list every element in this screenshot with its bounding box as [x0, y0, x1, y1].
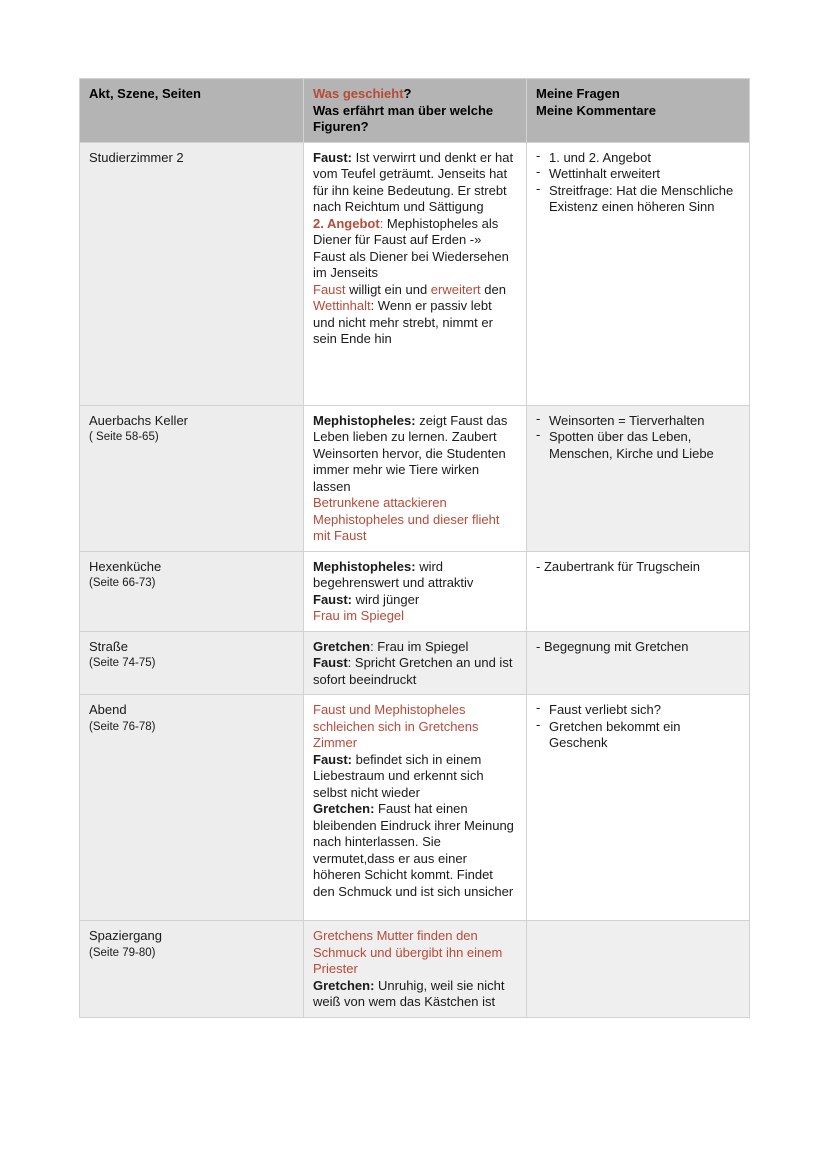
scene-pages: (Seite 66-73)	[89, 577, 156, 589]
note-item	[536, 716, 740, 752]
notes-list	[536, 410, 740, 463]
header-meine-fragen	[527, 79, 750, 143]
text-run: Betrunkene attackieren Mephistopheles und dieser flieht mit Faust	[313, 495, 500, 543]
note-item: - Begegnung mit Gretchen	[536, 638, 689, 654]
notes-cell	[527, 695, 750, 921]
content-cell	[304, 695, 527, 921]
notes-cell	[527, 921, 750, 1018]
note-text: Gretchen bekommt ein Geschenk	[549, 718, 681, 750]
content-cell	[304, 921, 527, 1018]
header-col2-line1	[313, 86, 517, 103]
text-run: Faust:	[313, 591, 352, 607]
note-text: Faust verliebt sich?	[549, 702, 661, 717]
table-row	[80, 551, 750, 631]
header-col3-line2: Meine Kommentare	[536, 102, 656, 118]
dash-bullet: -	[536, 427, 541, 442]
paragraph	[313, 655, 517, 688]
note-text: Weinsorten = Tierverhalten	[549, 412, 705, 428]
text-run: erweitert	[430, 281, 481, 297]
text-run: Gretchen:	[313, 801, 375, 816]
text-run: Faust	[313, 281, 346, 297]
note-item	[536, 429, 740, 462]
content-cell	[304, 142, 527, 405]
paragraph	[313, 978, 517, 1011]
text-run: Faust:	[313, 751, 352, 767]
note-item	[536, 702, 740, 719]
content-cell	[304, 551, 527, 631]
dash-bullet: -	[536, 410, 541, 426]
text-run: zeigt Faust das Leben lieben zu lernen. Zaubert Weinsorten hervor, die Studenten immer mehr wie Tiere wirken lassen	[313, 412, 508, 494]
text-run: : Frau im Spiegel	[370, 638, 469, 654]
content-text	[313, 702, 517, 900]
header-col3-line1: Meine Fragen	[536, 86, 620, 101]
note-text: 1. und 2. Angebot	[549, 149, 651, 165]
notes-cell	[527, 142, 750, 405]
text-run: : Spricht Gretchen an und ist sofort beeindruckt	[313, 655, 513, 687]
text-run: Wettinhalt	[313, 298, 371, 313]
notes-list	[536, 559, 740, 576]
paragraph	[313, 150, 517, 216]
header-akt-szene-seiten	[80, 79, 304, 143]
table-header-row	[80, 79, 750, 143]
paragraph	[313, 639, 517, 656]
content-text	[313, 639, 517, 689]
table-row	[80, 405, 750, 551]
text-run: befindet sich in einem Liebestraum und erkennt sich selbst nicht wieder	[313, 751, 484, 800]
scene-cell	[80, 405, 304, 551]
content-cell	[304, 631, 527, 695]
text-run: Gretchens Mutter finden den Schmuck und übergibt ihn einem Priester	[313, 928, 503, 976]
notes-list	[536, 639, 740, 656]
text-run: 2. Angebot	[313, 215, 380, 231]
note-item	[536, 180, 740, 216]
content-text	[313, 559, 517, 625]
header-col2-question-mark: ?	[403, 86, 412, 101]
text-run: Faust und Mephistopheles schleichen sich in Gretchens Zimmer	[313, 702, 479, 750]
scene-cell	[80, 631, 304, 695]
scene-pages: ( Seite 58-65)	[89, 431, 159, 443]
table-row	[80, 695, 750, 921]
text-run: wird begehrenswert und attraktiv	[313, 558, 474, 590]
scene-cell	[80, 142, 304, 405]
paragraph	[313, 752, 517, 802]
dash-bullet: -	[536, 180, 541, 196]
text-run: wird jünger	[352, 591, 420, 607]
notes-list	[536, 147, 740, 216]
notes-cell	[527, 631, 750, 695]
paragraph	[313, 559, 517, 592]
paragraph	[313, 592, 517, 609]
dash-bullet: -	[536, 147, 541, 163]
header-col2-line2: Was erfährt man über welche Figuren?	[313, 102, 494, 134]
faust-notes-table	[79, 78, 750, 1018]
text-run: Mephistopheles:	[313, 558, 416, 574]
scene-pages: (Seite 76-78)	[89, 720, 156, 733]
dash-bullet: -	[536, 700, 541, 715]
scene-title: Spaziergang	[89, 928, 162, 943]
text-run: den	[480, 281, 506, 297]
scene-cell	[80, 551, 304, 631]
note-text: Wettinhalt erweitert	[549, 166, 661, 181]
note-item	[536, 166, 740, 183]
notes-list	[536, 702, 740, 752]
dash-bullet: -	[536, 716, 541, 732]
text-run: : Wenn er passiv lebt und nicht mehr strebt, nimmt er sein Ende hin	[313, 298, 493, 346]
text-run: Faust hat einen bleibenden Eindruck ihrer Meinung nach hinterlassen. Sie vermutet,dass er aus einer höheren Schicht kommt. Findet den Schmuck und ist sich unsicher	[313, 801, 514, 899]
paragraph	[313, 801, 517, 900]
scene-pages: (Seite 79-80)	[89, 946, 156, 959]
text-run: Frau im Spiegel	[313, 608, 405, 623]
header-col2-red-text: Was geschieht	[313, 86, 404, 101]
note-item	[536, 147, 740, 167]
content-text	[313, 413, 517, 545]
text-run: :	[379, 215, 387, 231]
scene-title: Studierzimmer 2	[89, 149, 184, 165]
text-run: Mephistopheles als Diener für Faust auf Erden -» Faust als Diener bei Wiedersehen im Jenseits	[313, 215, 509, 280]
text-run: Faust:	[313, 149, 352, 165]
paragraph	[313, 413, 517, 496]
paragraph	[313, 282, 517, 348]
scene-cell	[80, 921, 304, 1018]
paragraph	[313, 495, 517, 545]
table-row	[80, 631, 750, 695]
text-run: Faust	[313, 655, 348, 670]
scene-cell	[80, 695, 304, 921]
content-text	[313, 150, 517, 348]
table-row	[80, 142, 750, 405]
scene-title: Straße	[89, 638, 129, 654]
note-text: Streitfrage: Hat die Menschliche Existenz einen höheren Sinn	[549, 182, 734, 214]
dash-bullet: -	[536, 164, 541, 179]
scene-title: Abend	[89, 702, 127, 717]
note-item	[536, 410, 740, 430]
text-run: Unruhig, weil sie nicht weiß von wem das Kästchen ist	[313, 977, 505, 1009]
text-run: Gretchen:	[313, 977, 375, 993]
note-text: Spotten über das Leben, Menschen, Kirche und Liebe	[549, 429, 714, 461]
paragraph	[313, 216, 517, 282]
paragraph	[313, 702, 517, 752]
header-col1-label: Akt, Szene, Seiten	[89, 86, 201, 101]
notes-cell	[527, 405, 750, 551]
text-run: willigt ein und	[345, 281, 431, 297]
text-run: Ist verwirrt und denkt er hat vom Teufel geträumt. Jenseits hat für ihn keine Bedeutung. Er strebt nach Reichtum und Sättigung	[313, 149, 514, 214]
notes-cell	[527, 551, 750, 631]
scene-title: Auerbachs Keller	[89, 412, 188, 428]
text-run: Mephistopheles:	[313, 412, 416, 428]
content-text	[313, 928, 517, 1011]
scene-pages: (Seite 74-75)	[89, 657, 156, 669]
table-row	[80, 921, 750, 1018]
paragraph	[313, 608, 517, 625]
text-run: Gretchen	[313, 638, 371, 654]
scene-title: Hexenküche	[89, 558, 162, 574]
content-cell	[304, 405, 527, 551]
paragraph	[313, 928, 517, 978]
header-was-geschieht	[304, 79, 527, 143]
note-item: - Zaubertrank für Trugschein	[536, 558, 701, 574]
